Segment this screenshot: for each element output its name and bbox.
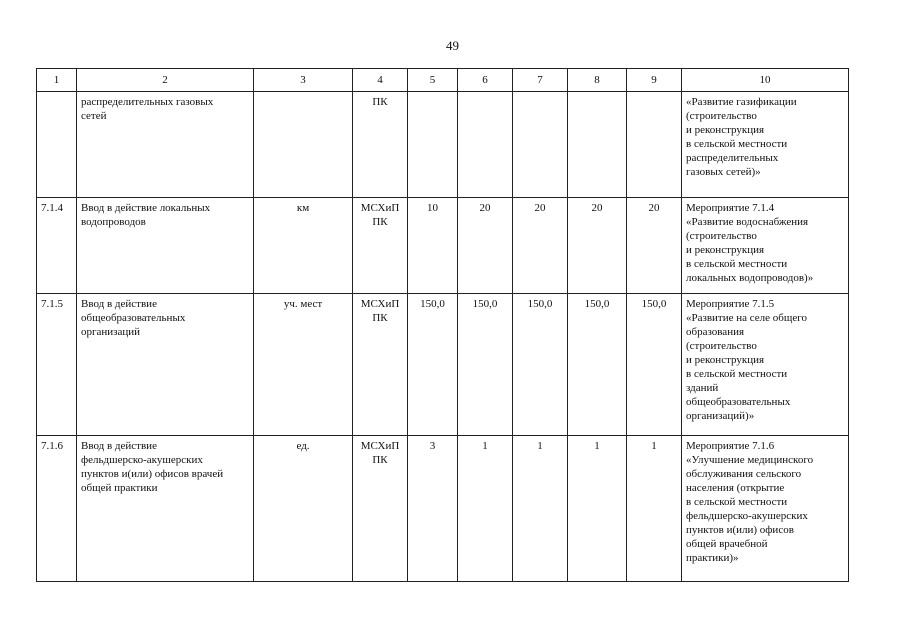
header-cell: 3 — [254, 69, 353, 92]
header-cell: 10 — [682, 69, 849, 92]
value-cell: 150,0 — [568, 294, 627, 436]
header-cell: 6 — [458, 69, 513, 92]
table-row — [37, 198, 849, 294]
value-cell: 1 — [513, 436, 568, 582]
indicator-name: Ввод в действие фельдшерско-акушерских пунктов и(или) офисов врачей общей практики — [77, 436, 254, 582]
header-cell: 8 — [568, 69, 627, 92]
value-cell: 20 — [513, 198, 568, 294]
value-cell: 20 — [568, 198, 627, 294]
table-row — [37, 294, 849, 436]
row-number: 7.1.6 — [37, 436, 77, 582]
responsible-cell: МСХиП ПК — [353, 294, 408, 436]
measure-cell: Мероприятие 7.1.4 «Развитие водоснабжения (строительство и реконструкция в сельской местности локальных водопроводов)» — [682, 198, 849, 294]
indicator-name: распределительных газовых сетей — [77, 92, 254, 198]
value-cell: 150,0 — [627, 294, 682, 436]
header-cell: 7 — [513, 69, 568, 92]
page-number: 49 — [446, 38, 459, 53]
table-row — [37, 92, 849, 198]
value-cell — [513, 92, 568, 198]
value-cell: 1 — [627, 436, 682, 582]
value-cell: 150,0 — [513, 294, 568, 436]
header-cell: 4 — [353, 69, 408, 92]
unit-cell: ед. — [254, 436, 353, 582]
value-cell: 150,0 — [458, 294, 513, 436]
value-cell: 150,0 — [408, 294, 458, 436]
program-indicators-table — [36, 68, 849, 582]
header-cell: 2 — [77, 69, 254, 92]
unit-cell — [254, 92, 353, 198]
header-cell: 9 — [627, 69, 682, 92]
unit-cell: уч. мест — [254, 294, 353, 436]
measure-cell: «Развитие газификации (строительство и реконструкция в сельской местности распределительных газовых сетей)» — [682, 92, 849, 198]
responsible-cell: ПК — [353, 92, 408, 198]
measure-cell: Мероприятие 7.1.6 «Улучшение медицинского обслуживания сельского населения (открытие в сельской местности фельдшерско-акушерских пунктов и(или) офисов общей врачебной практики)» — [682, 436, 849, 582]
measure-cell: Мероприятие 7.1.5 «Развитие на селе общего образования (строительство и реконструкция в сельской местности зданий общеобразовательных организаций)» — [682, 294, 849, 436]
indicator-name: Ввод в действие локальных водопроводов — [77, 198, 254, 294]
value-cell: 20 — [627, 198, 682, 294]
value-cell: 3 — [408, 436, 458, 582]
header-cell: 5 — [408, 69, 458, 92]
value-cell: 20 — [458, 198, 513, 294]
row-number — [37, 92, 77, 198]
unit-cell: км — [254, 198, 353, 294]
value-cell: 1 — [458, 436, 513, 582]
responsible-cell: МСХиП ПК — [353, 198, 408, 294]
value-cell: 1 — [568, 436, 627, 582]
row-number: 7.1.4 — [37, 198, 77, 294]
value-cell — [408, 92, 458, 198]
value-cell — [568, 92, 627, 198]
value-cell — [458, 92, 513, 198]
table-row — [37, 436, 849, 582]
indicator-name: Ввод в действие общеобразовательных организаций — [77, 294, 254, 436]
row-number: 7.1.5 — [37, 294, 77, 436]
header-cell: 1 — [37, 69, 77, 92]
header-row — [37, 69, 849, 92]
responsible-cell: МСХиП ПК — [353, 436, 408, 582]
value-cell: 10 — [408, 198, 458, 294]
value-cell — [627, 92, 682, 198]
